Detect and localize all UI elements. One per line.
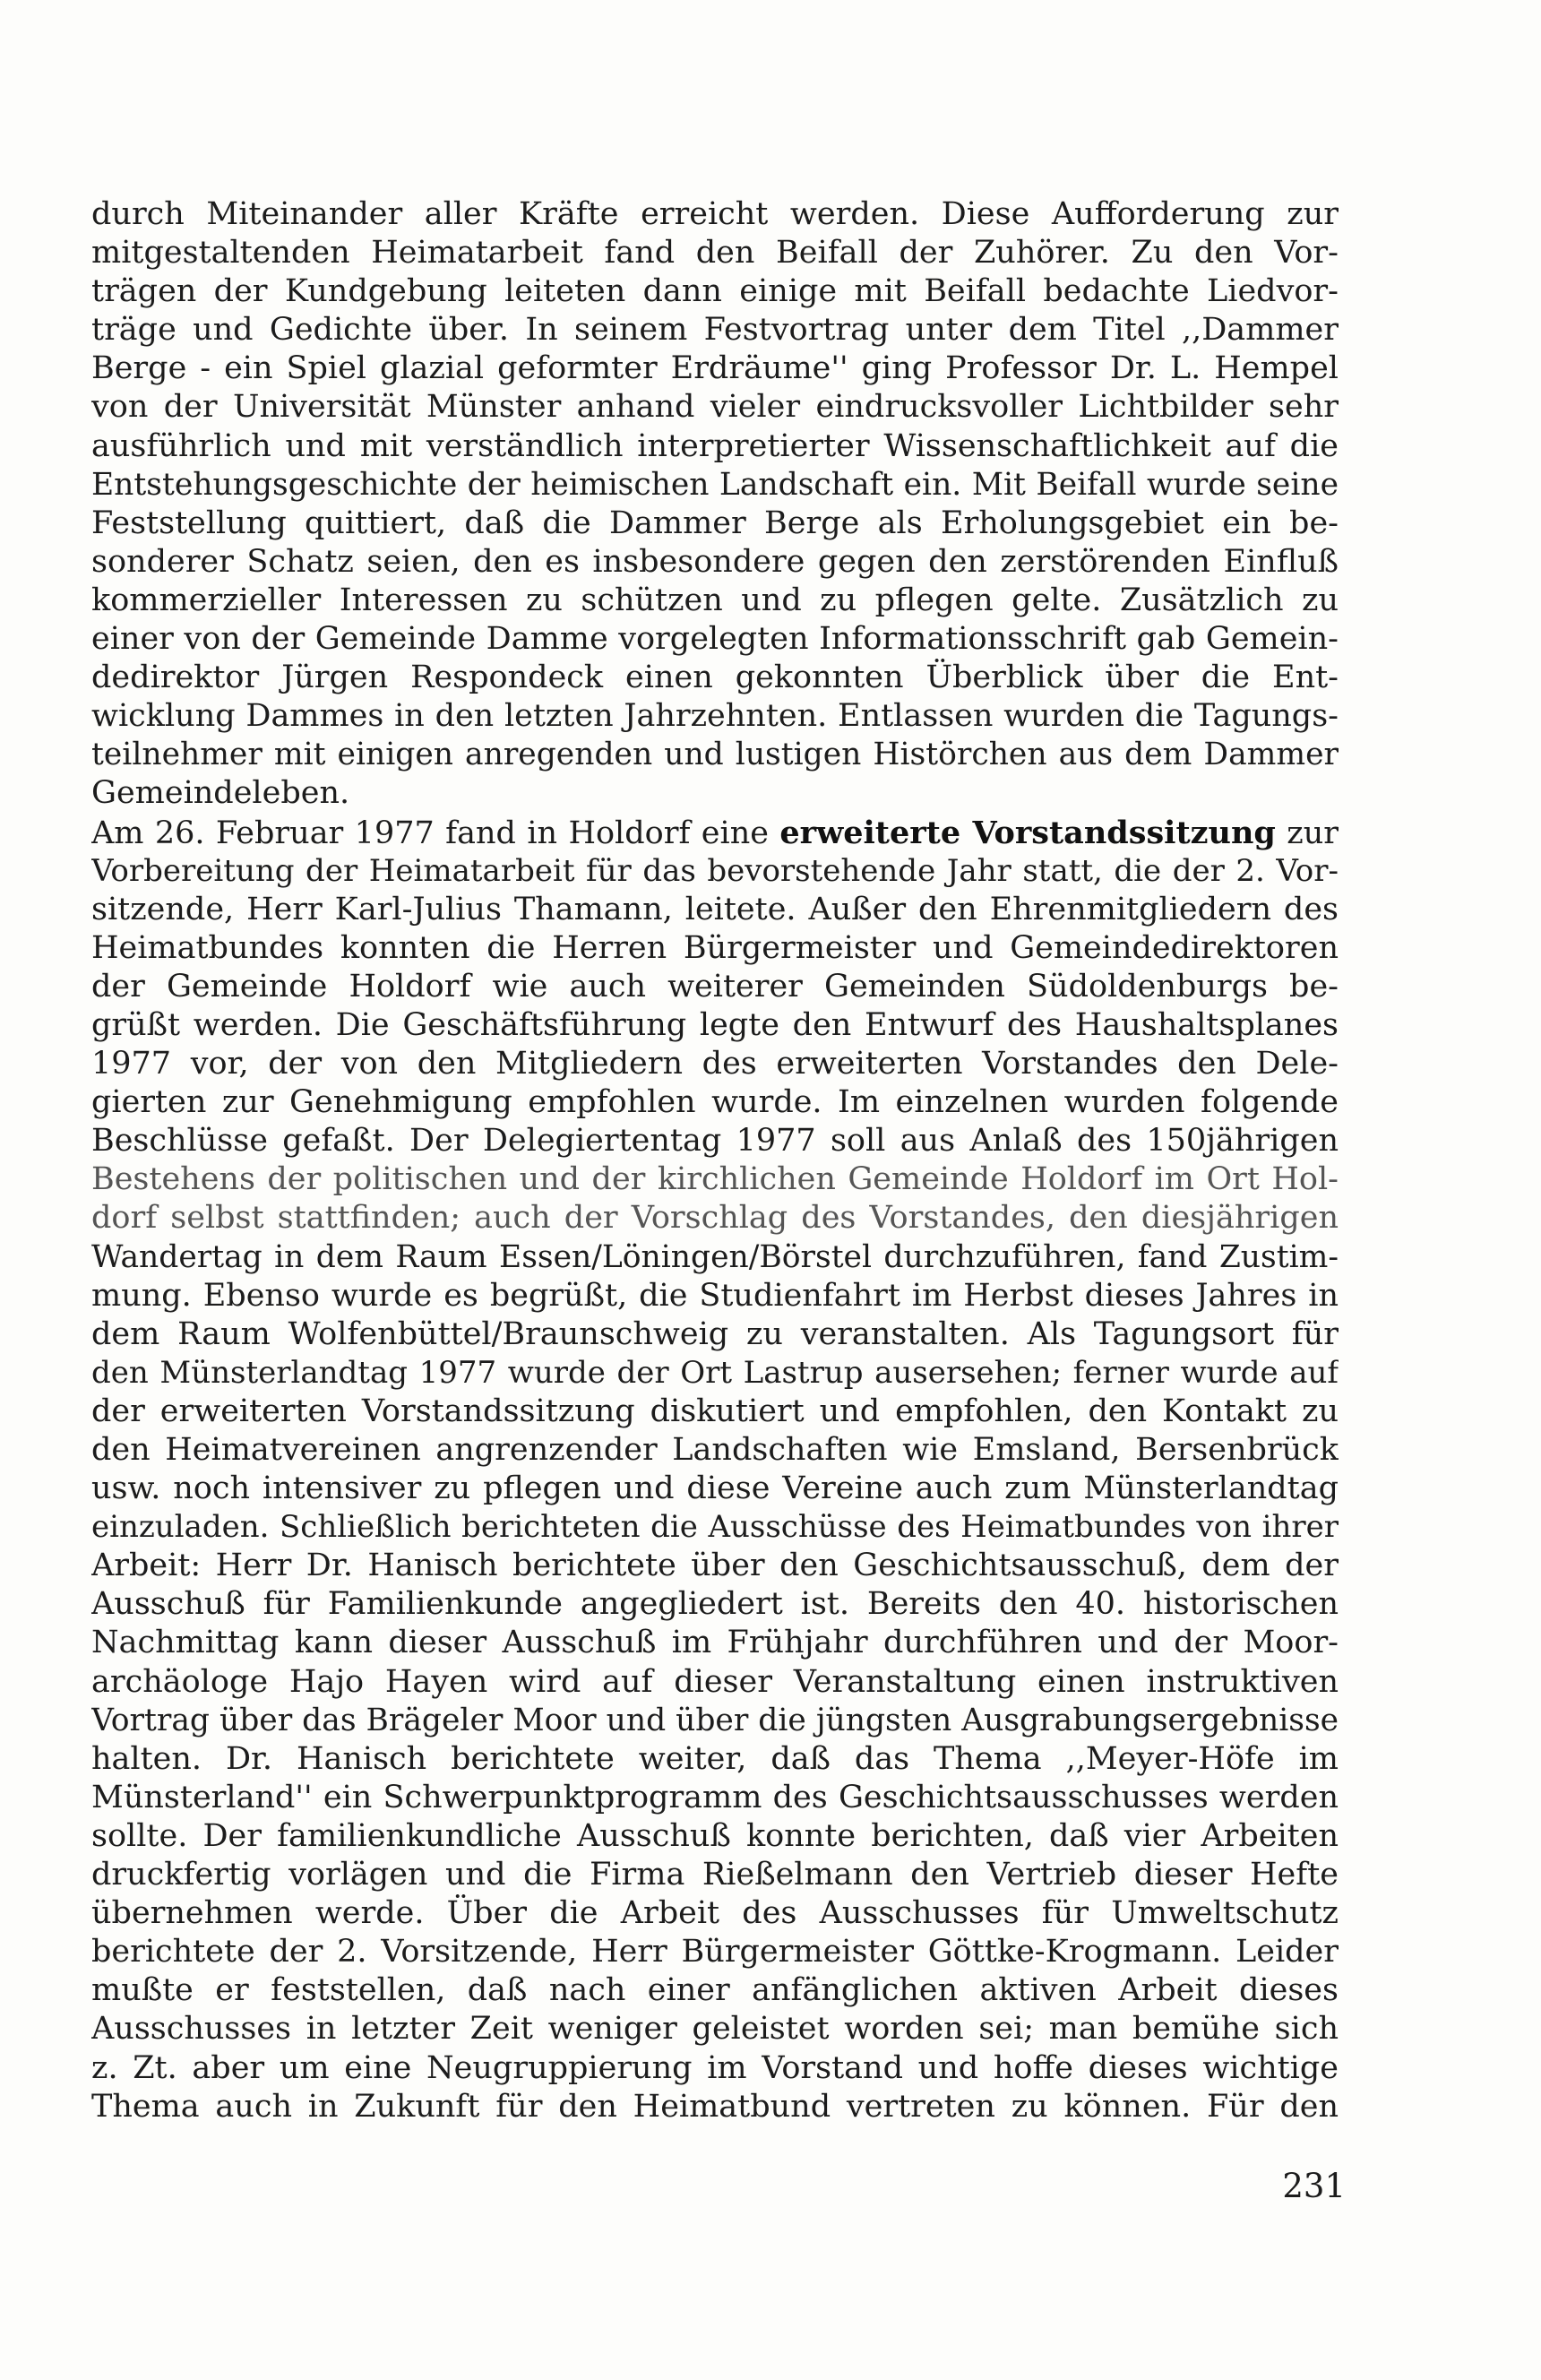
text-line-34: usw. noch intensiver zu pflegen und diese Vereine auch zum Münsterlandtag [91, 1470, 1339, 1507]
text-line-19: sitzende, Herr Karl-Julius Thamann, leitete. Außer den Ehrenmitgliedern des [91, 891, 1339, 927]
text-line-16: Gemeindeleben. [91, 775, 350, 812]
text-line-45: übernehmen werde. Über die Arbeit des Ausschusses für Umweltschutz [91, 1895, 1339, 1932]
line-17-end: zur [1275, 815, 1339, 851]
text-line-13: dedirektor Jürgen Respondeck einen gekonnten Überblick über die Ent- [91, 660, 1339, 696]
text-line-37: Ausschuß für Familienkunde angegliedert ist. Bereits den 40. historischen [91, 1586, 1339, 1623]
text-line-47: mußte er feststellen, daß nach einer anfänglichen aktiven Arbeit dieses [91, 1972, 1339, 2009]
text-line-7: ausführlich und mit verständlich interpretierter Wissenschaftlichkeit auf die [91, 427, 1339, 464]
text-line-23: 1977 vor, der von den Mitgliedern des erweiterten Vorstandes den Dele- [91, 1046, 1339, 1082]
text-line-31: den Münsterlandtag 1977 wurde der Ort Lastrup ausersehen; ferner wurde auf [91, 1354, 1339, 1391]
text-line-32: der erweiterten Vorstandssitzung diskutiert und empfohlen, den Kontakt zu [91, 1393, 1339, 1429]
text-line-44: druckfertig vorlägen und die Firma Rießelmann den Vertrieb dieser Hefte [91, 1857, 1339, 1893]
text-line-30: dem Raum Wolfenbüttel/Braunschweig zu veranstalten. Als Tagungsort für [91, 1315, 1339, 1352]
text-line-35: einzuladen. Schließlich berichteten die Ausschüsse des Heimatbundes von ihrer [91, 1509, 1339, 1546]
text-line-1: durch Miteinander aller Kräfte erreicht werden. Diese Aufforderung zur [91, 196, 1339, 232]
text-line-36: Arbeit: Herr Dr. Hanisch berichtete über den Geschichtsausschuß, dem der [91, 1548, 1339, 1584]
text-line-12: einer von der Gemeinde Damme vorgelegten Informationsschrift gab Gemein- [91, 621, 1339, 658]
text-line-18: Vorbereitung der Heimatarbeit für das bevorstehende Jahr statt, die der 2. Vor- [91, 852, 1339, 889]
text-line-38: Nachmittag kann dieser Ausschuß im Frühjahr durchführen und der Moor- [91, 1625, 1339, 1661]
text-line-11: kommerzieller Interessen zu schützen und zu pflegen gelte. Zusätzlich zu [91, 582, 1339, 618]
text-line-8: Entstehungsgeschichte der heimischen Landschaft ein. Mit Beifall wurde seine [91, 466, 1339, 503]
text-line-43: sollte. Der familienkundliche Ausschuß konnte berichten, daß vier Arbeiten [91, 1817, 1339, 1854]
text-line-10: sonderer Schatz seien, den es insbesondere gegen den zerstörenden Einfluß [91, 543, 1339, 580]
text-line-21: der Gemeinde Holdorf wie auch weiterer Gemeinden Südoldenburgs be- [91, 968, 1339, 1005]
text-line-27: dorf selbst stattfinden; auch der Vorschlag des Vorstandes, den diesjährigen [91, 1200, 1339, 1237]
text-line-9: Feststellung quittiert, daß die Dammer Berge als Erholungsgebiet ein be- [91, 504, 1339, 541]
text-line-20: Heimatbundes konnten die Herren Bürgermeister und Gemeindedirektoren [91, 929, 1339, 966]
text-line-24: gierten zur Genehmigung empfohlen wurde. Im einzelnen wurden folgende [91, 1084, 1339, 1121]
line-17-start: Am 26. Februar 1977 fand in Holdorf eine [91, 815, 780, 851]
text-line-2: mitgestaltenden Heimatarbeit fand den Beifall der Zuhörer. Zu den Vor- [91, 235, 1339, 272]
text-line-3: trägen der Kundgebung leiteten dann einige mit Beifall bedachte Liedvor- [91, 273, 1339, 310]
text-line-41: halten. Dr. Hanisch berichtete weiter, daß das Thema ,,Meyer-Höfe im [91, 1740, 1339, 1777]
text-line-26: Bestehens der politischen und der kirchlichen Gemeinde Holdorf im Ort Hol- [91, 1161, 1339, 1198]
text-line-40: Vortrag über das Brägeler Moor und über die jüngsten Ausgrabungsergebnisse [91, 1702, 1339, 1738]
text-line-42: Münsterland'' ein Schwerpunktprogramm des Geschichtsausschusses werden [91, 1779, 1339, 1815]
text-line-39: archäologe Hajo Hayen wird auf dieser Veranstaltung einen instruktiven [91, 1663, 1339, 1700]
text-line-46: berichtete der 2. Vorsitzende, Herr Bürgermeister Göttke-Krogmann. Leider [91, 1934, 1339, 1970]
text-line-15: teilnehmer mit einigen anregenden und lustigen Histörchen aus dem Dammer [91, 737, 1339, 773]
text-line-4: träge und Gedichte über. In seinem Festvortrag unter dem Titel ,,Dammer [91, 312, 1339, 349]
text-line-6: von der Universität Münster anhand vieler eindrucksvoller Lichtbilder sehr [91, 389, 1339, 426]
text-line-17 [91, 814, 1339, 852]
text-line-22: grüßt werden. Die Geschäftsführung legte den Entwurf des Haushaltsplanes [91, 1006, 1339, 1043]
text-line-28: Wandertag in dem Raum Essen/Löningen/Börstel durchzuführen, fand Zustim- [91, 1238, 1339, 1275]
text-line-33: den Heimatvereinen angrenzender Landschaften wie Emsland, Bersenbrück [91, 1432, 1339, 1468]
page-number: 231 [1282, 2167, 1346, 2205]
text-line-50: Thema auch in Zukunft für den Heimatbund vertreten zu können. Für den [91, 2088, 1339, 2125]
text-line-48: Ausschusses in letzter Zeit weniger geleistet worden sei; man bemühe sich [91, 2011, 1339, 2048]
text-line-5: Berge - ein Spiel glazial geformter Erdräume'' ging Professor Dr. L. Hempel [91, 350, 1339, 387]
text-line-29: mung. Ebenso wurde es begrüßt, die Studienfahrt im Herbst dieses Jahres in [91, 1277, 1339, 1314]
bold-term: erweiterte Vorstandssitzung [779, 814, 1276, 851]
text-line-14: wicklung Dammes in den letzten Jahrzehnten. Entlassen wurden die Tagungs- [91, 698, 1339, 735]
text-line-25: Beschlüsse gefaßt. Der Delegiertentag 1977 soll aus Anlaß des 150jährigen [91, 1123, 1339, 1160]
body-text [91, 195, 1339, 2126]
text-line-49: z. Zt. aber um eine Neugruppierung im Vorstand und hoffe dieses wichtige [91, 2049, 1339, 2086]
